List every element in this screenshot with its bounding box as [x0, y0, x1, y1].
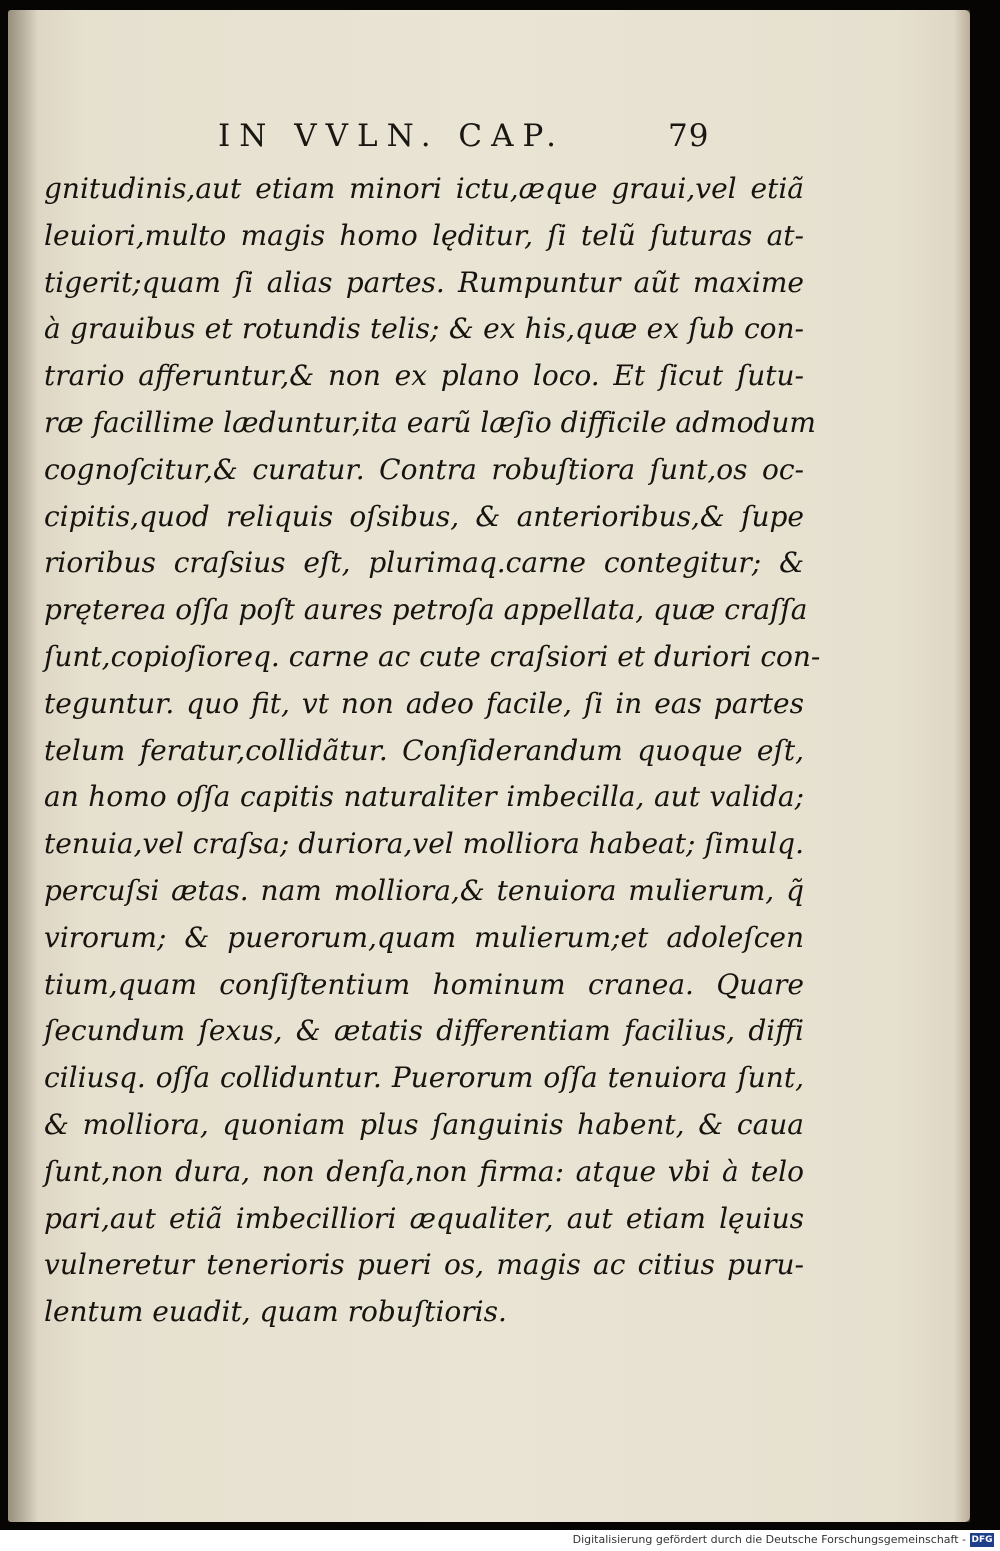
text-line: percuſsi ætas. nam molliora,& tenuiora mulierum, q̃	[44, 873, 804, 907]
text-line: pręterea oſſa poſt aures petroſa appellata, quæ craſſa	[44, 593, 808, 627]
text-line: trario afferuntur,& non ex plano loco. Et ſicut ſutu-	[44, 359, 804, 393]
text-line: rioribus craſsius eſt, plurimaq.carne contegitur; &	[44, 546, 804, 580]
dfg-logo-icon: DFG	[971, 1535, 993, 1545]
funding-credit: Digitalisierung gefördert durch die Deutsche Forschungsgemeinschaft -	[572, 1533, 966, 1546]
book-page	[8, 10, 970, 1522]
body-text	[44, 166, 821, 1336]
text-line: virorum; & puerorum,quam mulierum;et adoleſcen	[44, 920, 804, 954]
running-title: IN VVLN. CAP.	[218, 118, 565, 154]
text-line: telum feratur,collidãtur. Conſiderandum quoque eſt,	[44, 733, 804, 767]
gutter-shadow	[8, 10, 38, 1522]
text-line: ſecundum ſexus, & ætatis differentiam facilius, diffi	[44, 1014, 804, 1048]
text-line: pari,aut etiã imbecilliori æqualiter, aut etiam lęuius	[44, 1201, 804, 1235]
page-edge	[954, 10, 970, 1522]
text-line: an homo oſſa capitis naturaliter imbecilla, aut valida;	[44, 780, 804, 814]
text-line: tium,quam conſiſtentium hominum cranea. Quare	[44, 967, 804, 1001]
text-line: leuiori,multo magis homo lęditur, ſi telũ ſuturas at-	[44, 218, 804, 252]
text-line: ræ facillime læduntur,ita earũ læſio difficile admodum	[44, 405, 816, 439]
text-line: vulneretur tenerioris pueri os, magis ac citius puru-	[44, 1248, 804, 1282]
text-line: ciliusq. oſſa colliduntur. Puerorum oſſa tenuiora ſunt,	[44, 1061, 804, 1095]
text-line: ſunt,non dura, non denſa,non firma: atque vbi à telo	[44, 1154, 804, 1188]
text-line: & molliora, quoniam plus ſanguinis habent, & caua	[44, 1107, 804, 1141]
footer-bar	[0, 1530, 1000, 1551]
text-line: gnitudinis,aut etiam minori ictu,æque graui,vel etiã	[44, 172, 804, 205]
text-line: teguntur. quo fit, vt non adeo facile, ſi in eas partes	[44, 686, 804, 720]
page-number: 79	[668, 118, 710, 154]
text-line: cipitis,quod reliquis oſsibus, & anterioribus,& ſupe	[44, 499, 804, 533]
text-line: tigerit;quam ſi alias partes. Rumpuntur aũt maxime	[44, 265, 804, 299]
text-line: lentum euadit, quam robuſtioris.	[44, 1295, 507, 1329]
text-line: à grauibus et rotundis telis; & ex his,quæ ex ſub con-	[44, 312, 804, 346]
running-head	[8, 118, 970, 158]
text-line: cognoſcitur,& curatur. Contra robuſtiora ſunt,os oc-	[44, 452, 804, 486]
text-line: ſunt,copioſioreq. carne ac cute craſsiori et duriori con-	[44, 639, 821, 673]
text-line: tenuia,vel craſsa; duriora,vel molliora habeat; ſimulq.	[44, 827, 804, 861]
